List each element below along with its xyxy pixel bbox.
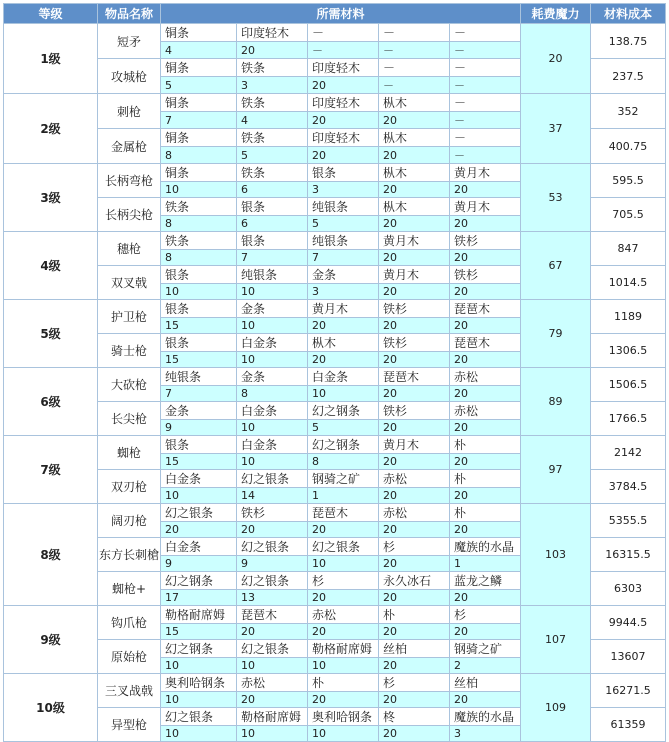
material-name-cell: 杉: [308, 572, 379, 590]
material-name-cell: 丝柏: [450, 674, 521, 692]
material-qty-cell: 8: [308, 454, 379, 470]
header-mana: 耗费魔力: [521, 4, 591, 24]
cost-cell: 400.75: [591, 129, 666, 164]
material-qty-cell: 10: [308, 386, 379, 402]
material-name-cell: 黄月木: [379, 266, 450, 284]
cost-cell: 237.5: [591, 59, 666, 94]
material-name-cell: 金条: [237, 300, 308, 318]
material-qty-cell: 3: [237, 77, 308, 94]
material-qty-cell: 20: [450, 454, 521, 470]
cost-cell: 352: [591, 94, 666, 129]
item-name-cell: 阔刃枪: [98, 504, 161, 538]
material-qty-cell: 7: [308, 250, 379, 266]
material-name-cell: 白金条: [161, 538, 237, 556]
material-qty-cell: 7: [161, 112, 237, 129]
material-qty-cell: 8: [237, 386, 308, 402]
material-qty-cell: 10: [308, 726, 379, 742]
material-qty-cell: －: [450, 42, 521, 59]
material-name-cell: 赤松: [308, 606, 379, 624]
level-cell: 6级: [4, 368, 98, 436]
material-qty-cell: 6: [237, 182, 308, 198]
material-qty-cell: 20: [450, 216, 521, 232]
material-name-cell: 奥利哈钢条: [308, 708, 379, 726]
material-qty-cell: 20: [237, 624, 308, 640]
material-name-cell: 金条: [308, 266, 379, 284]
material-name-cell: 琵琶木: [308, 504, 379, 522]
material-qty-cell: 10: [161, 488, 237, 504]
item-name-cell: 异型枪: [98, 708, 161, 742]
material-qty-cell: －: [450, 147, 521, 164]
material-name-cell: 枞木: [379, 94, 450, 112]
material-qty-cell: 2: [450, 658, 521, 674]
crafting-table: [3, 3, 666, 742]
cost-cell: 2142: [591, 436, 666, 470]
item-name-cell: 穗枪: [98, 232, 161, 266]
material-qty-cell: 13: [237, 590, 308, 606]
material-name-cell: 铁条: [161, 198, 237, 216]
material-name-cell: 黄月木: [308, 300, 379, 318]
cost-cell: 61359: [591, 708, 666, 742]
material-name-cell: 金条: [237, 368, 308, 386]
material-name-cell: 幻之钢条: [308, 436, 379, 454]
table-row-materials: [4, 436, 666, 454]
table-row-materials: [4, 504, 666, 522]
material-qty-cell: 20: [161, 522, 237, 538]
material-qty-cell: 14: [237, 488, 308, 504]
material-qty-cell: 20: [450, 420, 521, 436]
material-name-cell: 铜条: [161, 164, 237, 182]
material-name-cell: 白金条: [237, 334, 308, 352]
material-qty-cell: 20: [450, 488, 521, 504]
table-row-materials: [4, 164, 666, 182]
material-name-cell: 枞木: [379, 164, 450, 182]
material-name-cell: 朴: [379, 606, 450, 624]
material-name-cell: 铁杉: [237, 504, 308, 522]
material-qty-cell: 10: [308, 658, 379, 674]
item-name-cell: 长柄尖枪: [98, 198, 161, 232]
table-body: [4, 24, 666, 742]
material-name-cell: 柊: [379, 708, 450, 726]
material-name-cell: 琵琶木: [450, 300, 521, 318]
material-qty-cell: 10: [237, 454, 308, 470]
material-qty-cell: 20: [379, 624, 450, 640]
material-name-cell: 铁杉: [379, 402, 450, 420]
cost-cell: 13607: [591, 640, 666, 674]
header-materials: 所需材料: [161, 4, 521, 24]
mana-cell: 20: [521, 24, 591, 94]
item-name-cell: 护卫枪: [98, 300, 161, 334]
material-qty-cell: 20: [450, 522, 521, 538]
material-qty-cell: 10: [161, 182, 237, 198]
material-name-cell: 铁条: [237, 164, 308, 182]
item-name-cell: 双刃枪: [98, 470, 161, 504]
material-name-cell: 琵琶木: [450, 334, 521, 352]
material-name-cell: 黄月木: [450, 164, 521, 182]
material-name-cell: 魔族的水晶: [450, 708, 521, 726]
level-cell: 9级: [4, 606, 98, 674]
material-qty-cell: 20: [379, 147, 450, 164]
item-name-cell: 双叉戟: [98, 266, 161, 300]
material-name-cell: 银条: [237, 198, 308, 216]
material-name-cell: 朴: [450, 436, 521, 454]
material-qty-cell: 20: [450, 590, 521, 606]
material-qty-cell: 3: [308, 284, 379, 300]
cost-cell: 705.5: [591, 198, 666, 232]
material-qty-cell: 1: [450, 556, 521, 572]
material-name-cell: 琵琶木: [237, 606, 308, 624]
mana-cell: 109: [521, 674, 591, 742]
material-qty-cell: 3: [450, 726, 521, 742]
material-qty-cell: 20: [308, 522, 379, 538]
mana-cell: 103: [521, 504, 591, 606]
header-item: 物品名称: [98, 4, 161, 24]
material-name-cell: 幻之银条: [237, 470, 308, 488]
item-name-cell: 长尖枪: [98, 402, 161, 436]
material-name-cell: 幻之钢条: [308, 402, 379, 420]
cost-cell: 595.5: [591, 164, 666, 198]
material-qty-cell: 20: [308, 590, 379, 606]
cost-cell: 847: [591, 232, 666, 266]
material-qty-cell: 15: [161, 454, 237, 470]
material-qty-cell: 20: [379, 726, 450, 742]
material-name-cell: 幻之银条: [161, 504, 237, 522]
item-name-cell: 东方长刺槍: [98, 538, 161, 572]
material-name-cell: 钢骑之矿: [450, 640, 521, 658]
material-name-cell: 奥利哈钢条: [161, 674, 237, 692]
material-qty-cell: 20: [379, 522, 450, 538]
material-name-cell: 魔族的水晶: [450, 538, 521, 556]
material-qty-cell: 17: [161, 590, 237, 606]
level-cell: 7级: [4, 436, 98, 504]
cost-cell: 6303: [591, 572, 666, 606]
level-cell: 2级: [4, 94, 98, 164]
material-name-cell: 印度轻木: [308, 129, 379, 147]
material-name-cell: 铁杉: [450, 232, 521, 250]
material-qty-cell: 5: [308, 216, 379, 232]
material-name-cell: 幻之银条: [237, 572, 308, 590]
material-qty-cell: 7: [237, 250, 308, 266]
material-name-cell: －: [308, 24, 379, 42]
material-qty-cell: 15: [161, 624, 237, 640]
material-qty-cell: 20: [450, 182, 521, 198]
mana-cell: 79: [521, 300, 591, 368]
cost-cell: 16271.5: [591, 674, 666, 708]
cost-cell: 1306.5: [591, 334, 666, 368]
material-qty-cell: 10: [237, 284, 308, 300]
material-qty-cell: 4: [161, 42, 237, 59]
material-name-cell: －: [450, 24, 521, 42]
material-qty-cell: 10: [237, 318, 308, 334]
table-row-materials: [4, 94, 666, 112]
level-cell: 10级: [4, 674, 98, 742]
material-qty-cell: 10: [237, 420, 308, 436]
material-name-cell: 杉: [450, 606, 521, 624]
material-qty-cell: 10: [161, 726, 237, 742]
table-row-materials: [4, 24, 666, 42]
material-name-cell: 赤松: [237, 674, 308, 692]
material-qty-cell: －: [450, 77, 521, 94]
material-qty-cell: 20: [308, 147, 379, 164]
material-name-cell: 黄月木: [450, 198, 521, 216]
material-name-cell: 铁条: [161, 232, 237, 250]
material-name-cell: 白金条: [161, 470, 237, 488]
material-qty-cell: 20: [308, 112, 379, 129]
material-name-cell: 铜条: [161, 59, 237, 77]
material-qty-cell: 10: [237, 352, 308, 368]
material-name-cell: 杉: [379, 538, 450, 556]
material-name-cell: 铜条: [161, 94, 237, 112]
material-name-cell: 铁条: [237, 94, 308, 112]
material-name-cell: 赤松: [379, 470, 450, 488]
material-qty-cell: 20: [379, 658, 450, 674]
material-name-cell: 黄月木: [379, 436, 450, 454]
material-name-cell: 幻之钢条: [161, 640, 237, 658]
material-qty-cell: 10: [237, 658, 308, 674]
material-qty-cell: －: [308, 42, 379, 59]
material-qty-cell: －: [450, 112, 521, 129]
item-name-cell: 刺枪: [98, 94, 161, 129]
material-name-cell: 黄月木: [379, 232, 450, 250]
material-name-cell: 白金条: [237, 402, 308, 420]
material-qty-cell: 20: [237, 42, 308, 59]
material-qty-cell: 9: [237, 556, 308, 572]
material-name-cell: 银条: [161, 300, 237, 318]
material-qty-cell: 3: [308, 182, 379, 198]
material-name-cell: 赤松: [379, 504, 450, 522]
level-cell: 3级: [4, 164, 98, 232]
material-name-cell: 铜条: [161, 24, 237, 42]
table-row-materials: [4, 300, 666, 318]
material-name-cell: 勒格耐席姆: [161, 606, 237, 624]
material-qty-cell: 20: [308, 318, 379, 334]
level-cell: 4级: [4, 232, 98, 300]
material-name-cell: 蓝龙之鳞: [450, 572, 521, 590]
material-qty-cell: 20: [450, 624, 521, 640]
material-qty-cell: 20: [308, 77, 379, 94]
level-cell: 1级: [4, 24, 98, 94]
material-qty-cell: 20: [237, 522, 308, 538]
material-name-cell: －: [379, 59, 450, 77]
table-row-materials: [4, 232, 666, 250]
material-qty-cell: 5: [308, 420, 379, 436]
material-name-cell: 幻之钢条: [161, 572, 237, 590]
material-qty-cell: 20: [379, 590, 450, 606]
material-qty-cell: －: [379, 42, 450, 59]
material-name-cell: 铁杉: [450, 266, 521, 284]
cost-cell: 3784.5: [591, 470, 666, 504]
material-qty-cell: 20: [379, 216, 450, 232]
item-name-cell: 三叉战戟: [98, 674, 161, 708]
material-qty-cell: 10: [237, 726, 308, 742]
material-qty-cell: 8: [161, 216, 237, 232]
material-name-cell: －: [450, 94, 521, 112]
item-name-cell: 攻城枪: [98, 59, 161, 94]
header-cost: 材料成本: [591, 4, 666, 24]
material-qty-cell: 20: [379, 182, 450, 198]
cost-cell: 5355.5: [591, 504, 666, 538]
item-name-cell: 钩爪枪: [98, 606, 161, 640]
material-qty-cell: 20: [379, 250, 450, 266]
material-qty-cell: 20: [379, 352, 450, 368]
material-name-cell: 朴: [450, 504, 521, 522]
cost-cell: 1014.5: [591, 266, 666, 300]
material-name-cell: 铁条: [237, 59, 308, 77]
material-qty-cell: 5: [161, 77, 237, 94]
material-name-cell: 印度轻木: [308, 59, 379, 77]
material-qty-cell: 20: [450, 352, 521, 368]
material-name-cell: 幻之银条: [237, 538, 308, 556]
table-row-materials: [4, 368, 666, 386]
item-name-cell: 蜘枪: [98, 436, 161, 470]
material-qty-cell: 20: [379, 454, 450, 470]
material-name-cell: －: [450, 129, 521, 147]
material-name-cell: 铁杉: [379, 300, 450, 318]
material-qty-cell: 20: [379, 386, 450, 402]
material-name-cell: －: [450, 59, 521, 77]
material-name-cell: －: [379, 24, 450, 42]
material-name-cell: 幻之银条: [161, 708, 237, 726]
material-name-cell: 金条: [161, 402, 237, 420]
mana-cell: 107: [521, 606, 591, 674]
material-qty-cell: 7: [161, 386, 237, 402]
mana-cell: 67: [521, 232, 591, 300]
material-qty-cell: 20: [450, 692, 521, 708]
material-name-cell: 永久冰石: [379, 572, 450, 590]
material-name-cell: 银条: [161, 266, 237, 284]
item-name-cell: 短矛: [98, 24, 161, 59]
cost-cell: 1506.5: [591, 368, 666, 402]
material-qty-cell: 6: [237, 216, 308, 232]
level-cell: 8级: [4, 504, 98, 606]
material-qty-cell: 20: [308, 624, 379, 640]
material-qty-cell: 4: [237, 112, 308, 129]
material-qty-cell: 15: [161, 318, 237, 334]
table-row-materials: [4, 674, 666, 692]
table-header: [4, 4, 666, 24]
material-name-cell: 勒格耐席姆: [308, 640, 379, 658]
material-name-cell: 朴: [450, 470, 521, 488]
material-name-cell: 白金条: [308, 368, 379, 386]
material-name-cell: 银条: [237, 232, 308, 250]
material-qty-cell: 20: [237, 692, 308, 708]
material-qty-cell: 10: [161, 658, 237, 674]
material-name-cell: 琵琶木: [379, 368, 450, 386]
material-name-cell: 幻之银条: [237, 640, 308, 658]
material-name-cell: 银条: [161, 334, 237, 352]
material-qty-cell: 20: [379, 692, 450, 708]
material-qty-cell: 9: [161, 556, 237, 572]
material-name-cell: 铜条: [161, 129, 237, 147]
material-qty-cell: 10: [161, 284, 237, 300]
material-qty-cell: 20: [450, 284, 521, 300]
material-qty-cell: 20: [379, 420, 450, 436]
header-level: 等级: [4, 4, 98, 24]
material-qty-cell: 8: [161, 250, 237, 266]
material-name-cell: 杉: [379, 674, 450, 692]
material-name-cell: 印度轻木: [308, 94, 379, 112]
material-qty-cell: 20: [308, 692, 379, 708]
material-name-cell: 朴: [308, 674, 379, 692]
material-qty-cell: 20: [450, 250, 521, 266]
material-name-cell: 枞木: [308, 334, 379, 352]
item-name-cell: 金属枪: [98, 129, 161, 164]
material-name-cell: 赤松: [450, 368, 521, 386]
material-name-cell: 幻之银条: [308, 538, 379, 556]
material-name-cell: 赤松: [450, 402, 521, 420]
material-qty-cell: 8: [161, 147, 237, 164]
material-name-cell: 枞木: [379, 198, 450, 216]
material-name-cell: 白金条: [237, 436, 308, 454]
mana-cell: 97: [521, 436, 591, 504]
mana-cell: 53: [521, 164, 591, 232]
material-qty-cell: 20: [450, 386, 521, 402]
material-name-cell: 勒格耐席姆: [237, 708, 308, 726]
mana-cell: 37: [521, 94, 591, 164]
material-name-cell: 纯银条: [308, 198, 379, 216]
material-qty-cell: 20: [450, 318, 521, 334]
material-qty-cell: 20: [379, 488, 450, 504]
cost-cell: 138.75: [591, 24, 666, 59]
item-name-cell: 大砍枪: [98, 368, 161, 402]
material-qty-cell: 9: [161, 420, 237, 436]
material-name-cell: 纯银条: [237, 266, 308, 284]
cost-cell: 1189: [591, 300, 666, 334]
cost-cell: 9944.5: [591, 606, 666, 640]
level-cell: 5级: [4, 300, 98, 368]
mana-cell: 89: [521, 368, 591, 436]
material-qty-cell: 1: [308, 488, 379, 504]
material-name-cell: 纯银条: [161, 368, 237, 386]
material-name-cell: 银条: [308, 164, 379, 182]
material-qty-cell: 10: [161, 692, 237, 708]
material-qty-cell: 20: [379, 284, 450, 300]
material-qty-cell: 15: [161, 352, 237, 368]
material-qty-cell: 20: [308, 352, 379, 368]
item-name-cell: 长柄弯枪: [98, 164, 161, 198]
item-name-cell: 骑士枪: [98, 334, 161, 368]
item-name-cell: 原始枪: [98, 640, 161, 674]
material-name-cell: 铁条: [237, 129, 308, 147]
material-name-cell: 丝柏: [379, 640, 450, 658]
cost-cell: 16315.5: [591, 538, 666, 572]
material-name-cell: 枞木: [379, 129, 450, 147]
item-name-cell: 蜘枪+: [98, 572, 161, 606]
material-qty-cell: 20: [379, 112, 450, 129]
table-row-materials: [4, 606, 666, 624]
material-name-cell: 纯银条: [308, 232, 379, 250]
material-qty-cell: 10: [308, 556, 379, 572]
material-name-cell: 铁杉: [379, 334, 450, 352]
material-qty-cell: －: [379, 77, 450, 94]
material-qty-cell: 20: [379, 556, 450, 572]
material-name-cell: 印度轻木: [237, 24, 308, 42]
cost-cell: 1766.5: [591, 402, 666, 436]
material-name-cell: 银条: [161, 436, 237, 454]
material-qty-cell: 5: [237, 147, 308, 164]
material-name-cell: 钢骑之矿: [308, 470, 379, 488]
material-qty-cell: 20: [379, 318, 450, 334]
